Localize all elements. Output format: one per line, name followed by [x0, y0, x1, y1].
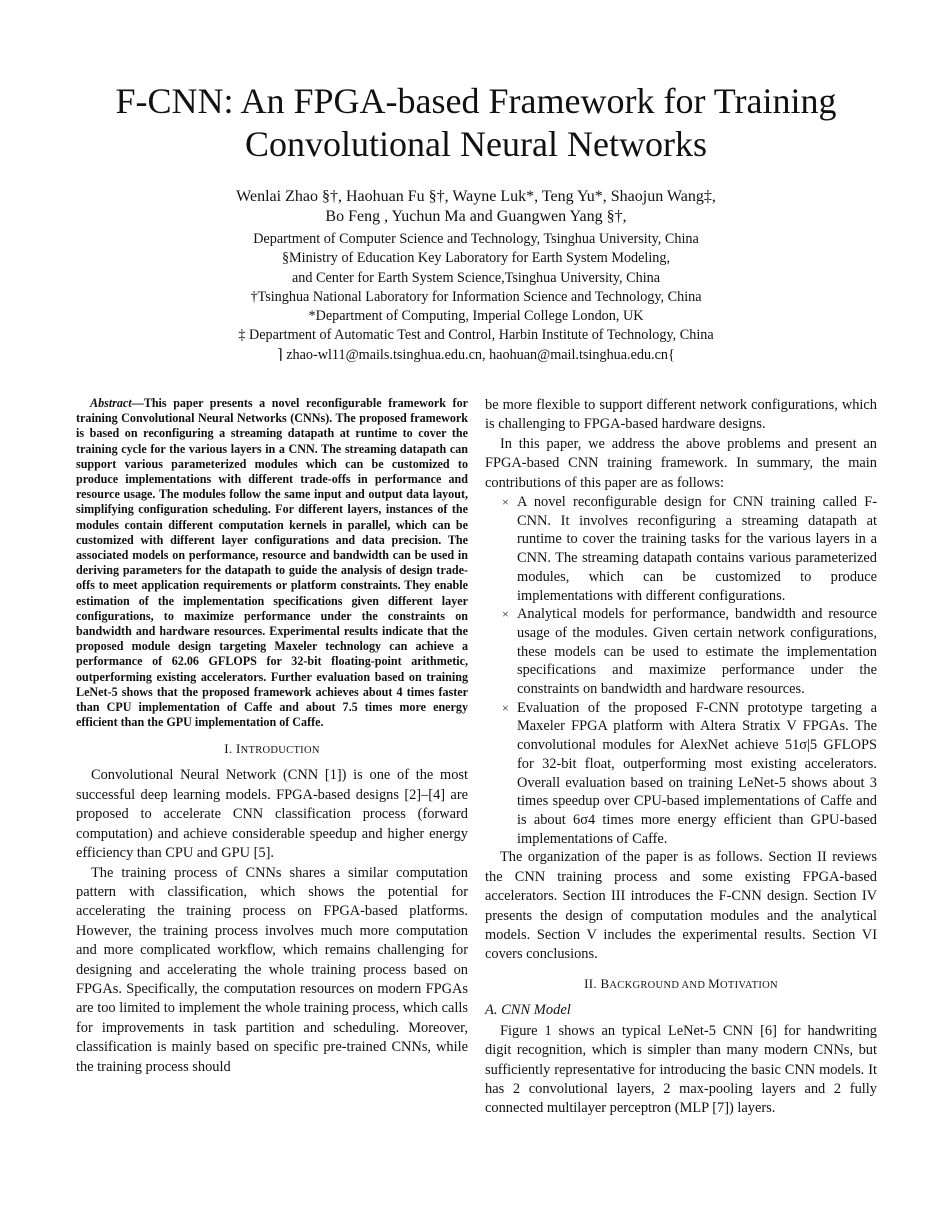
- authors-line-2: Bo Feng , Yuchun Ma and Guangwen Yang §†,: [325, 208, 627, 225]
- affiliation-line: §Ministry of Education Key Laboratory for Earth System Modeling,: [281, 250, 671, 267]
- authors-line-1: Wenlai Zhao §†, Haohuan Fu §†, Wayne Luk*, Teng Yu*, Shaojun Wang‡,: [236, 188, 716, 205]
- contributions-intro: In this paper, we address the above problems and present an FPGA-based CNN training framework. In summary, the main contributions of this paper are as follows:: [485, 435, 877, 491]
- right-column: [485, 396, 877, 1119]
- paper-title: F-CNN: An FPGA-based Framework for Training Convolutional Neural Networks: [115, 81, 837, 164]
- abstract-lead: Abstract: [90, 396, 132, 410]
- bullet-icon: ×: [502, 607, 509, 622]
- organization-paragraph: The organization of the paper is as follows. Section II reviews the CNN training process and some existing FPGA-based accelerators. Section III introduces the F-CNN design. Section IV presents the design of computation modules and the analytical models. Section V includes the experimental results. Section VI covers conclusions.: [485, 849, 877, 963]
- affiliation-line: and Center for Earth System Science,Tsinghua University, China: [291, 269, 661, 286]
- email-line: ⌉ zhao-wl11@mails.tsinghua.edu.cn, haohuan@mail.tsinghua.edu.cn{: [277, 346, 675, 363]
- affiliation-line: ‡ Department of Automatic Test and Control, Harbin Institute of Technology, China: [238, 327, 714, 344]
- left-column: [76, 396, 468, 1077]
- list-item: × Evaluation of the proposed F-CNN prototype targeting a Maxeler FPGA platform with Altera Stratix V FPGAs. The convolutional modules for AlexNet achieve 51σ|5 GFLOPS for 32-bit float, outperforming most existing accelerators. Overall evaluation based on training LeNet-5 shows about 3 times speedup over CPU-based implementations of Caffe and is about 6σ4 times more energy efficient than GPU-based implementations of Caffe.: [502, 699, 877, 847]
- affiliation-line: *Department of Computing, Imperial College London, UK: [308, 308, 644, 325]
- subsection-heading-cnn-model: A. CNN Model: [485, 1001, 571, 1018]
- affiliation-line: Department of Computer Science and Technology, Tsinghua University, China: [253, 231, 699, 247]
- intro-paragraph: Convolutional Neural Network (CNN [1]) is one of the most successful deep learning models. FPGA-based designs [2]–[4] are proposed to accelerate CNN classification process (forward computation) and achieve considerable speedup and higher energy efficiency than CPU and GPU [5].: [76, 767, 468, 862]
- section-heading-introduction: I. INTRODUCTION: [224, 741, 320, 757]
- list-item: × Analytical models for performance, bandwidth and resource usage of the modules. Given certain network configurations, these models can be used to estimate the implementation specifications and maximize performance under the constraints on bandwidth and hardware resources.: [502, 606, 877, 698]
- affiliations: [60, 230, 892, 365]
- author-list: [60, 187, 892, 227]
- bullet-icon: ×: [502, 495, 509, 510]
- list-item: × A novel reconfigurable design for CNN training called F-CNN. It involves reconfiguring a streaming datapath at runtime to cover the training tasks for the various layers in a CNN. The streaming datapath contains various parameterized modules, which can be customized to produce implementations with different configurations.: [502, 494, 877, 604]
- continuation-paragraph: be more flexible to support different network configurations, which is challenging to FPGA-based hardware designs.: [485, 397, 877, 433]
- bullet-icon: ×: [502, 700, 509, 715]
- section-heading-background: II. BACKGROUND AND MOTIVATION: [584, 975, 778, 991]
- intro-paragraph: The training process of CNNs shares a similar computation pattern with classification, which shows the potential for accelerating the training process on FPGA-based platforms. However, the training process involves much more computation and more complicated workflow, which remains challenging for designing and accelerating the whole training process based on FPGAs. Specifically, the computation resources on modern FPGAs are too limited to implement the whole training process, which calls for improvements in task partition and scheduling. Moreover, classification is mainly based on specific pre-trained CNNs, while the training process should: [76, 864, 468, 1075]
- abstract-text: —This paper presents a novel reconfigurable framework for training Convolutional Neural Networks (CNNs). The proposed framework is based on reconfiguring a streaming datapath at runtime to cover the training cycle for the various layers in a CNN. The streaming datapath can support various parameterized modules which can be customized to produce implementations with different trade-offs in performance and resource usage. The modules follow the same input and output data layout, simplifying configuration scheduling. For different layers, instances of the modules contain different computation kernels in parallel, which can be customized with different layer configurations and data precision. The associated models on performance, resource and bandwidth can be used in deriving parameters for the datapath to guide the analysis of design trade-offs to meet application requirements or platform constraints. They enable estimation of the implementation specifications given different layer configurations, to maximize performance under the constraints on bandwidth and hardware resources. Experimental results indicate that the proposed module design targeting Maxeler technology can achieve a performance of 62.06 GFLOPS for 32-bit floating-point arithmetic, outperforming existing accelerators. Further evaluation based on training LeNet-5 shows that the proposed framework achieves about 4 times faster than CPU implementation of Caffe and about 7.5 times more energy efficient than the GPU implementation of Caffe.: [76, 396, 468, 730]
- abstract: [76, 396, 468, 730]
- affiliation-line: †Tsinghua National Laboratory for Information Science and Technology, China: [250, 288, 702, 305]
- contributions-list: [485, 493, 877, 848]
- cnn-model-paragraph: Figure 1 shows an typical LeNet-5 CNN [6] for handwriting digit recognition, which is simpler than many modern CNNs, but sufficiently representative for introducing the basic CNN models. It has 2 convolutional layers, 2 max-pooling layers and 2 fully connected multilayer perceptron (MLP [7]) layers.: [485, 1022, 877, 1117]
